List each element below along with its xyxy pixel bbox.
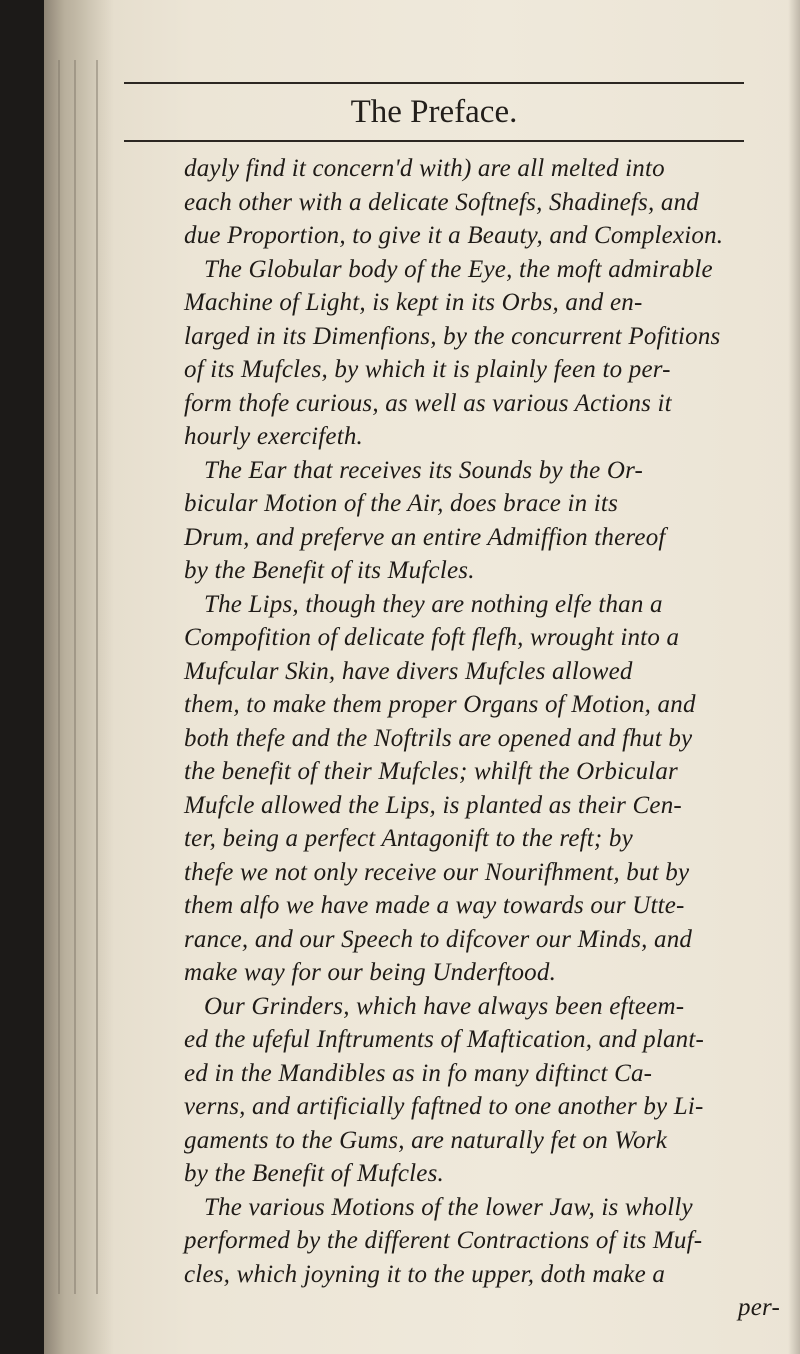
text-line: rance, and our Speech to difcover our Minds, and: [184, 925, 693, 953]
gutter-line: [96, 60, 98, 1294]
text-line: by the Benefit of Mufcles.: [184, 1160, 444, 1187]
text-line: ed the ufeful Inftruments of Maftication, and plant-: [184, 1026, 705, 1053]
text-line: each other with a delicate Softnefs, Shadinefs, and: [184, 188, 699, 216]
text-line: larged in its Dimenfions, by the concurrent Pofitions: [184, 322, 721, 350]
top-rule: [124, 82, 744, 84]
catchword: per-: [738, 1294, 780, 1321]
running-head: The Preface.: [350, 94, 518, 130]
text-line: Drum, and preferve an entire Admiffion thereof: [184, 523, 666, 551]
text-line: ed in the Mandibles as in fo many diftinct Ca-: [184, 1059, 653, 1087]
text-line: bicular Motion of the Air, does brace in its: [184, 490, 619, 517]
text-line: make way for our being Underftood.: [184, 959, 557, 986]
text-line: The Globular body of the Eye, the moft admirable: [204, 255, 713, 283]
gutter-line: [74, 60, 76, 1294]
text-line: thefe we not only receive our Nourifhment, but by: [184, 858, 690, 886]
head-rule: [124, 140, 744, 142]
text-line: the benefit of their Mufcles; whilft the Orbicular: [184, 758, 678, 785]
text-line: gaments to the Gums, are naturally fet on Work: [184, 1126, 668, 1154]
text-line: by the Benefit of its Mufcles.: [184, 557, 475, 584]
text-line: Mufcular Skin, have divers Mufcles allowed: [184, 657, 633, 685]
gutter-line: [58, 60, 60, 1294]
text-line: Our Grinders, which have always been efteem-: [204, 992, 685, 1020]
text-line: dayly find it concern'd with) are all melted into: [184, 155, 665, 182]
text-line: verns, and artificially faftned to one another by Li-: [184, 1093, 704, 1120]
text-line: The various Motions of the lower Jaw, is wholly: [204, 1193, 693, 1221]
text-line: both thefe and the Noftrils are opened and fhut by: [184, 724, 693, 752]
text-line: ter, being a perfect Antagonift to the reft; by: [184, 825, 633, 852]
text-line: hourly exercifeth.: [184, 423, 363, 450]
text-line: due Proportion, to give it a Beauty, and Complexion.: [184, 222, 724, 249]
book-page: [44, 0, 800, 1354]
text-line: them alfo we have made a way towards our Utte-: [184, 892, 685, 919]
text-line: cles, which joyning it to the upper, doth make a: [184, 1260, 666, 1288]
text-line: The Ear that receives its Sounds by the Or-: [204, 456, 644, 484]
text-line: Machine of Light, is kept in its Orbs, and en-: [184, 289, 643, 316]
text-line: The Lips, though they are nothing elfe than a: [204, 590, 663, 618]
body-text: [184, 152, 784, 1325]
page-gutter: [44, 0, 114, 1354]
text-line: of its Mufcles, by which it is plainly feen to per-: [184, 356, 671, 383]
text-line: Compofition of delicate foft flefh, wrought into a: [184, 624, 680, 651]
text-line: them, to make them proper Organs of Motion, and: [184, 691, 696, 718]
text-line: Mufcle allowed the Lips, is planted as their Cen-: [184, 791, 682, 819]
page-edge-shadow: [788, 0, 800, 1354]
text-line: performed by the different Contractions of its Muf-: [184, 1227, 703, 1254]
text-line: form thofe curious, as well as various Actions it: [184, 389, 672, 417]
